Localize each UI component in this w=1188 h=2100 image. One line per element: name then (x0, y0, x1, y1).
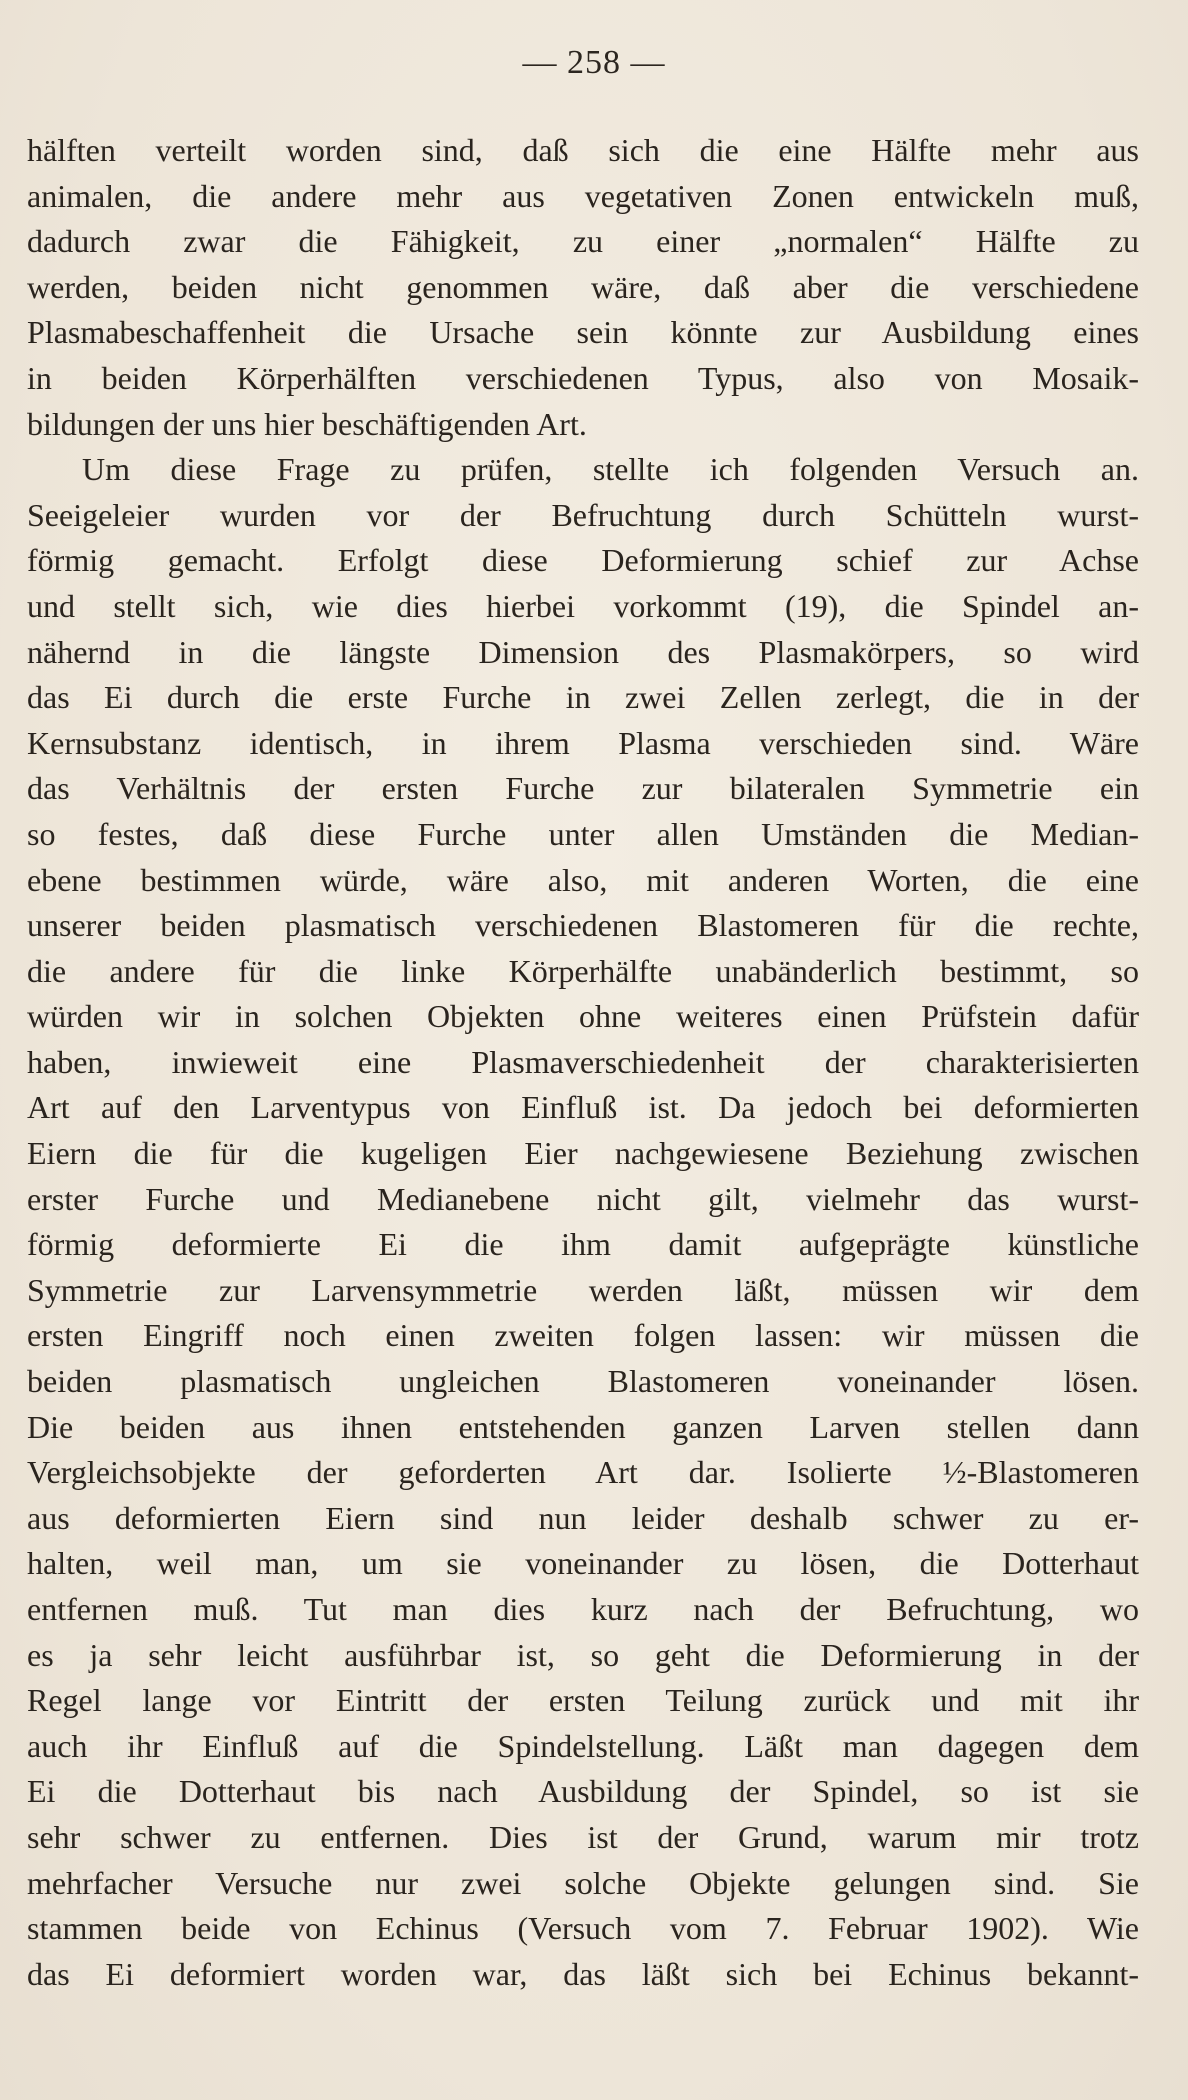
text-line: entfernen muß. Tut man dies kurz nach der Befruchtung, wo (27, 1591, 1139, 1627)
text-line: erster Furche und Medianebene nicht gilt, vielmehr das wurst- (27, 1180, 1139, 1217)
text-line: und stellt sich, wie dies hierbei vorkommt (19), die Spindel an- (27, 587, 1139, 624)
text-line: unserer beiden plasmatisch verschiedenen Blastomeren für die rechte, (27, 907, 1139, 944)
text-line: ersten Eingriff noch einen zweiten folgen lassen: wir müssen die (27, 1317, 1139, 1354)
text-line: das Ei deformiert worden war, das läßt sich bei Echinus bekannt- (27, 1955, 1139, 1992)
text-line: dadurch zwar die Fähigkeit, zu einer „normalen“ Hälfte zu (27, 223, 1139, 260)
text-line: haben, inwieweit eine Plasmaverschiedenheit der charakterisierten (27, 1043, 1139, 1080)
text-line: würden wir in solchen Objekten ohne weiteres einen Prüfstein dafür (27, 998, 1139, 1035)
body-text (27, 128, 1139, 1997)
text-line: Regel lange vor Eintritt der ersten Teilung zurück und mit ihr (27, 1682, 1139, 1719)
text-line: hälften verteilt worden sind, daß sich die eine Hälfte mehr aus (27, 132, 1139, 168)
text-line: Um diese Frage zu prüfen, stellte ich folgenden Versuch an. (82, 451, 1139, 488)
text-line: es ja sehr leicht ausführbar ist, so geht die Deformierung in der (27, 1636, 1139, 1673)
text-line: Symmetrie zur Larvensymmetrie werden läßt, müssen wir dem (27, 1271, 1139, 1308)
text-line: Seeigeleier wurden vor der Befruchtung durch Schütteln wurst- (27, 496, 1139, 533)
text-line: animalen, die andere mehr aus vegetativen Zonen entwickeln muß, (27, 177, 1139, 214)
text-line: Plasmabeschaffenheit die Ursache sein könnte zur Ausbildung eines (27, 314, 1139, 351)
text-line: das Verhältnis der ersten Furche zur bilateralen Symmetrie ein (27, 770, 1139, 807)
text-line: auch ihr Einfluß auf die Spindelstellung. Läßt man dagegen dem (27, 1727, 1139, 1764)
text-line: aus deformierten Eiern sind nun leider deshalb schwer zu er- (27, 1499, 1139, 1536)
text-line: Eiern die für die kugeligen Eier nachgewiesene Beziehung zwischen (27, 1135, 1139, 1172)
text-line: stammen beide von Echinus (Versuch vom 7. Februar 1902). Wie (27, 1910, 1139, 1947)
text-line: mehrfacher Versuche nur zwei solche Objekte gelungen sind. Sie (27, 1864, 1139, 1901)
text-line: werden, beiden nicht genommen wäre, daß aber die verschiedene (27, 268, 1139, 305)
text-line: Ei die Dotterhaut bis nach Ausbildung der Spindel, so ist sie (27, 1773, 1139, 1810)
text-line: Vergleichsobjekte der geforderten Art dar. Isolierte ½-Blastomeren (27, 1454, 1139, 1491)
text-line: das Ei durch die erste Furche in zwei Zellen zerlegt, die in der (27, 679, 1139, 716)
text-line: sehr schwer zu entfernen. Dies ist der Grund, warum mir trotz (27, 1818, 1139, 1855)
text-line: nähernd in die längste Dimension des Plasmakörpers, so wird (27, 633, 1139, 670)
text-line: Art auf den Larventypus von Einfluß ist. Da jedoch bei deformierten (27, 1089, 1139, 1126)
text-line: in beiden Körperhälften verschiedenen Typus, also von Mosaik- (27, 359, 1139, 396)
page-number: — 258 — (522, 44, 666, 81)
text-line: bildungen der uns hier beschäftigenden Art. (27, 405, 587, 442)
text-line: so festes, daß diese Furche unter allen Umständen die Median- (27, 815, 1139, 852)
text-line: halten, weil man, um sie voneinander zu lösen, die Dotterhaut (27, 1545, 1139, 1582)
text-line: Kernsubstanz identisch, in ihrem Plasma verschieden sind. Wäre (27, 724, 1139, 761)
text-line: förmig gemacht. Erfolgt diese Deformierung schief zur Achse (27, 542, 1139, 579)
text-line: ebene bestimmen würde, wäre also, mit anderen Worten, die eine (27, 861, 1139, 898)
text-line: Die beiden aus ihnen entstehenden ganzen Larven stellen dann (27, 1408, 1139, 1445)
text-line: beiden plasmatisch ungleichen Blastomeren voneinander lösen. (27, 1363, 1139, 1400)
text-line: förmig deformierte Ei die ihm damit aufgeprägte künstliche (27, 1226, 1139, 1263)
text-line: die andere für die linke Körperhälfte unabänderlich bestimmt, so (27, 952, 1139, 989)
